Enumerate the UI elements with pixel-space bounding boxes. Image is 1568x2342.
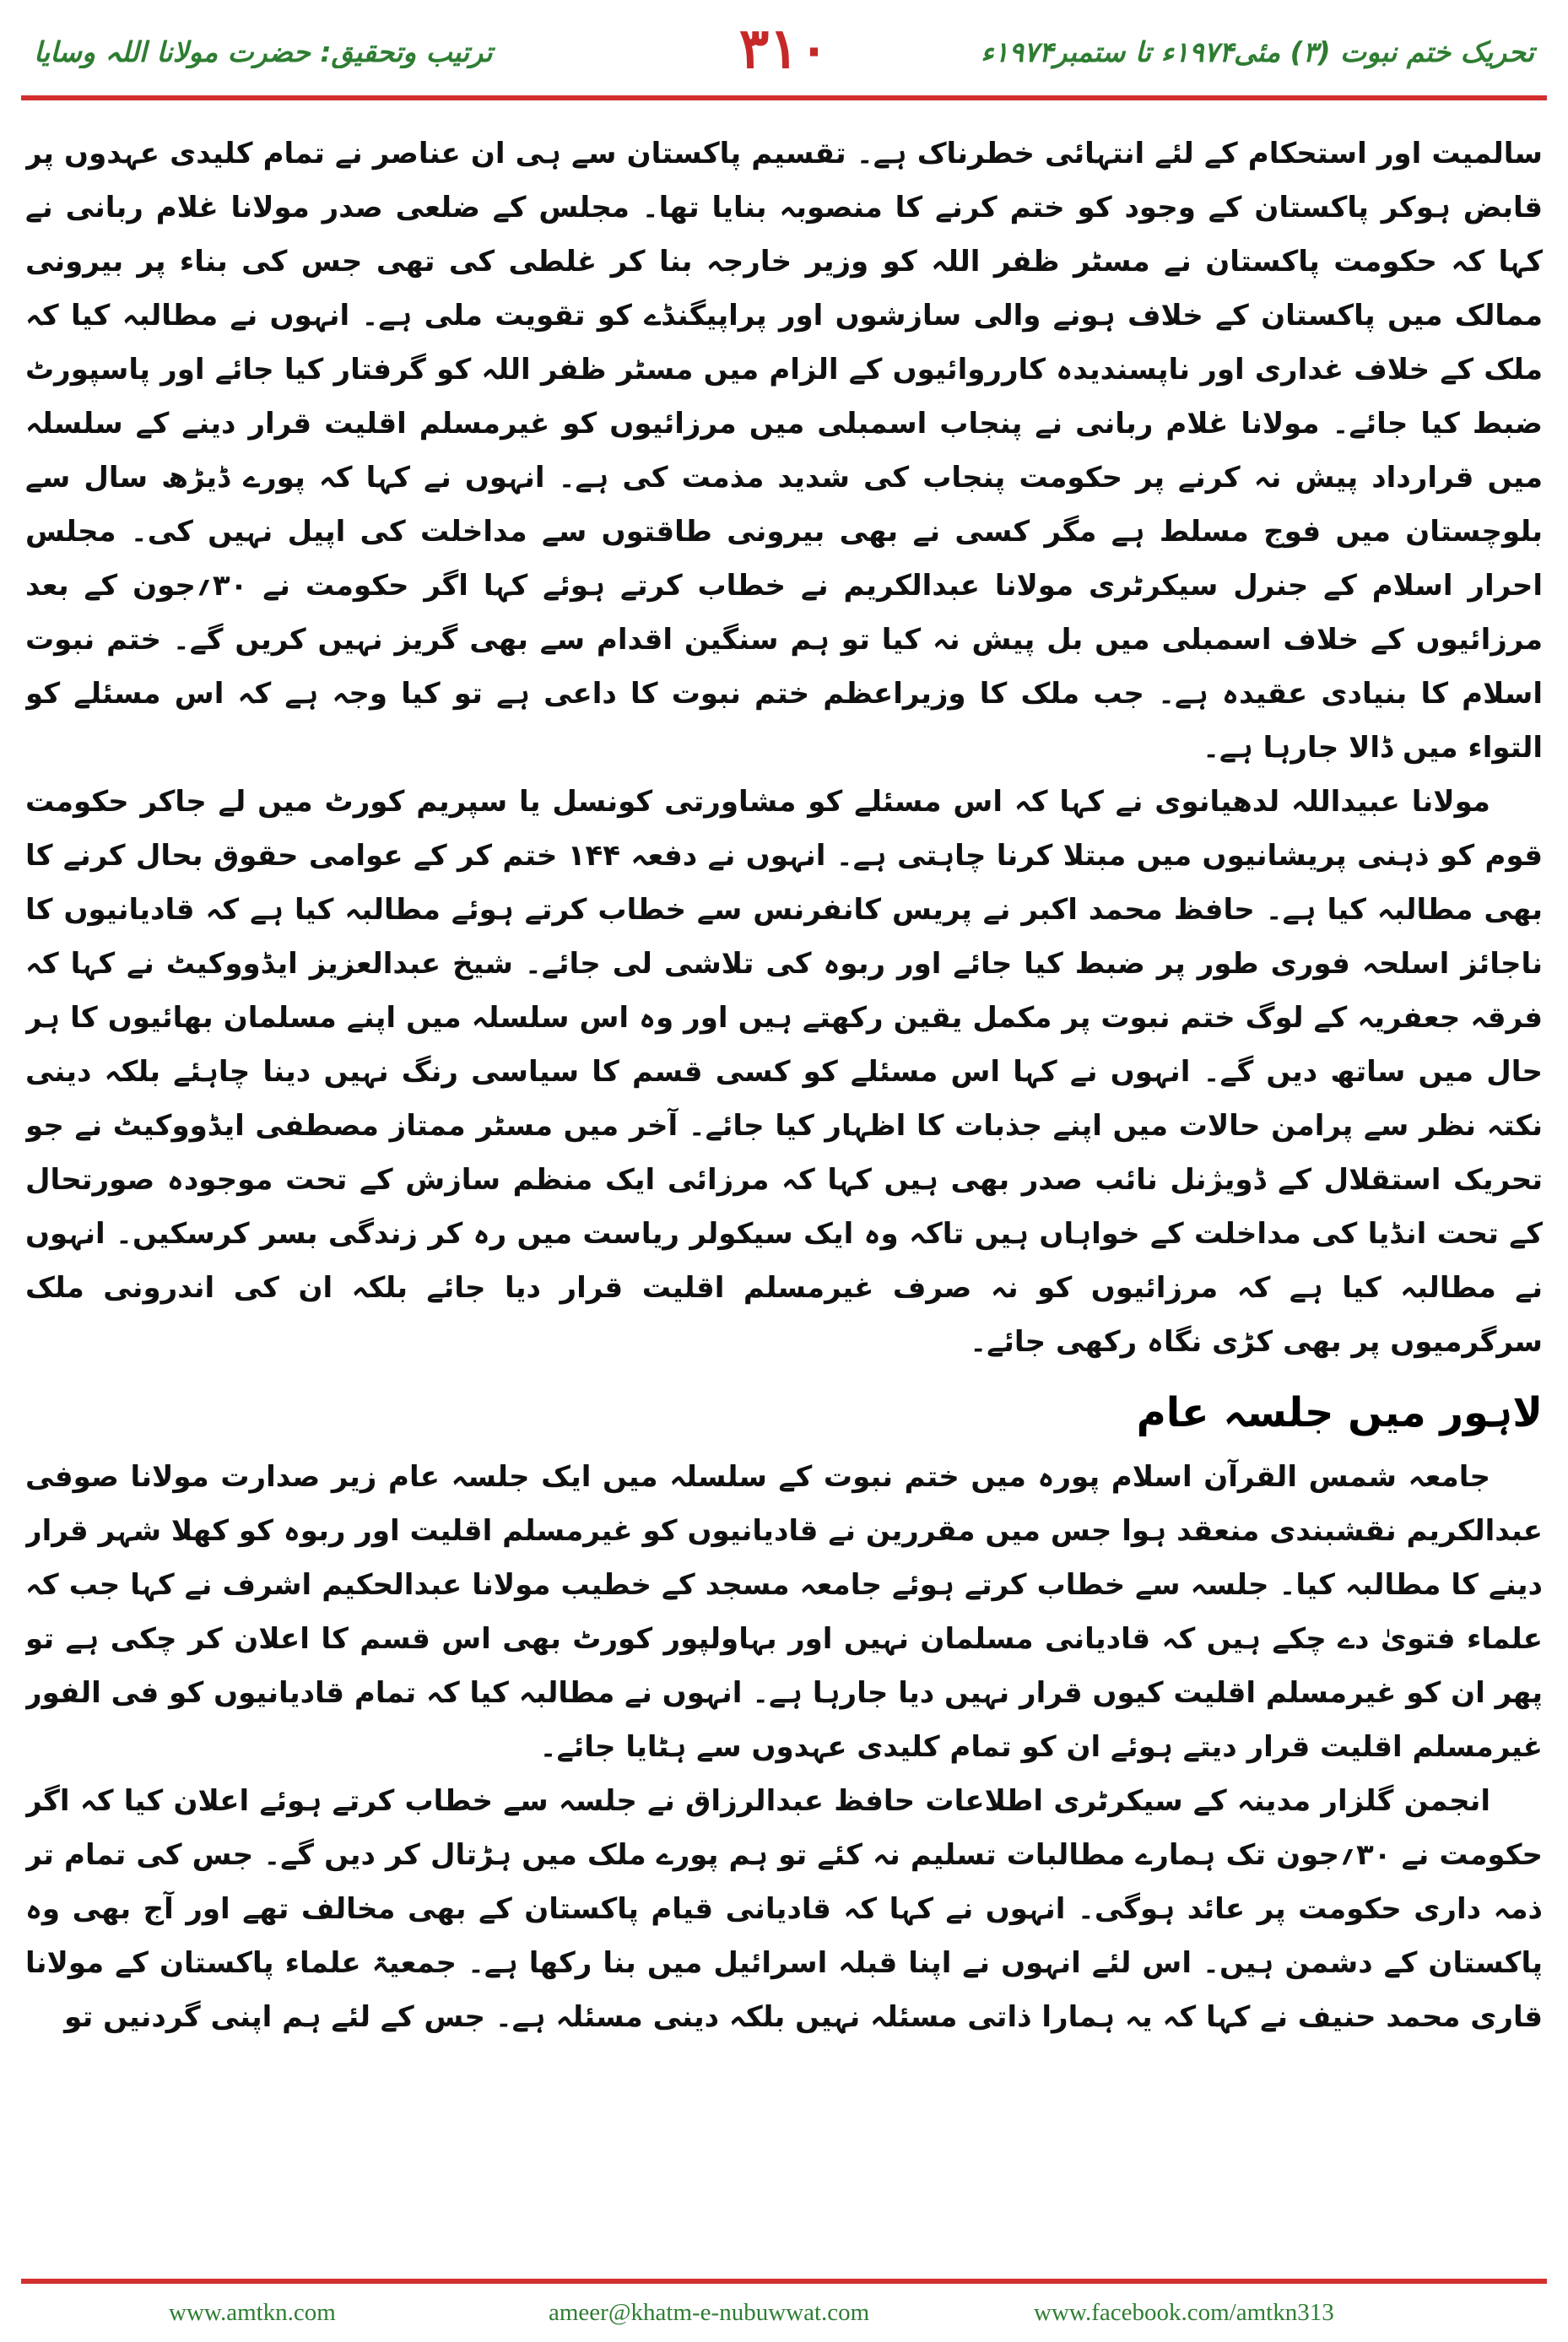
- facebook-link[interactable]: www.facebook.com/amtkn313: [1034, 2299, 1334, 2326]
- paragraph-3: جامعہ شمس القرآن اسلام پورہ میں ختم نبوت کے سلسلہ میں ایک جلسہ عام زیر صدارت مولانا صوفی عبدالکریم نقشبندی منعقد ہوا جس میں مقررین نے قادیانیوں کو غیرمسلم اقلیت اور ربوہ کو کھلا شہر قرار دینے کا مطالبہ کیا۔ جلسہ سے خطاب کرتے ہوئے جامعہ مسجد کے خطیب مولانا عبدالحکیم اشرف نے کہا جب کہ علماء فتویٰ دے چکے ہیں کہ قادیانی مسلمان نہیں اور بہاولپور کورٹ بھی اس قسم کا اعلان کر چکی ہے تو پھر ان کو غیرمسلم اقلیت کیوں قرار نہیں دیا جارہا ہے۔ انہوں نے مطالبہ کیا کہ تمام قادیانیوں کو فی الفور غیرمسلم اقلیت قرار دیتے ہوئے ان کو تمام کلیدی عہدوں سے ہٹایا جائے۔: [25, 1460, 1543, 1764]
- compiler-credit-text: ترتیب وتحقیق: حضرت مولانا اللہ وسایا: [34, 35, 493, 68]
- header-divider: [21, 95, 1547, 100]
- page-header: [0, 0, 1568, 127]
- section-heading: لاہور میں جلسہ عام: [1136, 1389, 1543, 1436]
- compiler-credit: [34, 35, 608, 68]
- paragraph-2: مولانا عبیداللہ لدھیانوی نے کہا کہ اس مسئلے کو مشاورتی کونسل یا سپریم کورٹ میں لے جاکر حکومت قوم کو ذہنی پریشانیوں میں مبتلا کرنا چاہتی ہے۔ انہوں نے دفعہ ۱۴۴ ختم کر کے عوامی حقوق بحال کرنے کا بھی مطالبہ کیا ہے۔ حافظ محمد اکبر نے پریس کانفرنس سے خطاب کرتے ہوئے مطالبہ کیا ہے کہ قادیانیوں کا ناجائز اسلحہ فوری طور پر ضبط کیا جائے اور ربوہ کی تلاشی لی جائے۔ شیخ عبدالعزیز ایڈووکیٹ نے کہا کہ فرقہ جعفریہ کے لوگ ختم نبوت پر مکمل یقین رکھتے ہیں اور وہ اس سلسلہ میں اپنے مسلمان بھائیوں کا ہر حال میں ساتھ دیں گے۔ انہوں نے کہا اس مسئلے کو کسی قسم کا سیاسی رنگ نہیں دینا چاہئے بلکہ دینی نکتہ نظر سے پرامن حالات میں اپنے جذبات کا اظہار کیا جائے۔ آخر میں مسٹر ممتاز مصطفی ایڈووکیٹ نے جو تحریک استقلال کے ڈویژنل نائب صدر بھی ہیں کہا کہ مرزائی ایک منظم سازش کے تحت موجودہ صورتحال کے تحت انڈیا کی مداخلت کے خواہاں ہیں تاکہ وہ ایک سیکولر ریاست میں رہ کر زندگی بسر کرسکیں۔ انہوں نے مطالبہ کیا ہے کہ مرزائیوں کو نہ صرف غیرمسلم اقلیت قرار دیا جائے بلکہ ان کی اندرونی ملک سرگرمیوں پر بھی کڑی نگاہ رکھی جائے۔: [25, 785, 1543, 1359]
- paragraph-1: سالمیت اور استحکام کے لئے انتہائی خطرناک ہے۔ تقسیم پاکستان سے ہی ان عناصر نے تمام کلیدی عہدوں پر قابض ہوکر پاکستان کے وجود کو ختم کرنے کا منصوبہ بنایا تھا۔ مجلس کے ضلعی صدر مولانا غلام ربانی نے کہا کہ حکومت پاکستان نے مسٹر ظفر اللہ کو وزیر خارجہ بنا کر غلطی کی تھی جس کی بناء پر بیرونی ممالک میں پاکستان کے خلاف ہونے والی سازشوں اور پراپیگنڈے کو تقویت ملی ہے۔ انہوں نے مطالبہ کیا کہ ملک کے خلاف غداری اور ناپسندیدہ کارروائیوں کے الزام میں مسٹر ظفر اللہ کو گرفتار کیا جائے اور پاسپورٹ ضبط کیا جائے۔ مولانا غلام ربانی نے پنجاب اسمبلی میں مرزائیوں کو غیرمسلم اقلیت قرار دینے کے سلسلہ میں قرارداد پیش نہ کرنے پر حکومت پنجاب کی شدید مذمت کی ہے۔ انہوں نے کہا کہ پورے ڈیڑھ سال سے بلوچستان میں فوج مسلط ہے مگر کسی نے بھی بیرونی طاقتوں سے مداخلت کی اپیل نہیں کی۔ مجلس احرار اسلام کے جنرل سیکرٹری مولانا عبدالکریم نے خطاب کرتے ہوئے کہا اگر حکومت نے ۳۰؍جون کے بعد مرزائیوں کے خلاف اسمبلی میں بل پیش نہ کیا تو ہم سنگین اقدام سے بھی گریز نہیں کریں گے۔ ختم نبوت اسلام کا بنیادی عقیدہ ہے۔ جب ملک کا وزیراعظم ختم نبوت کا داعی ہے تو کیا وجہ ہے کہ اس مسئلے کو التواء میں ڈالا جارہا ہے۔: [25, 137, 1543, 765]
- page-number: ۳۱۰: [738, 15, 830, 81]
- series-title: تحریک ختم نبوت (۳) مئی۱۹۷۴ء تا ستمبر۱۹۷۴ء: [981, 35, 1534, 68]
- email-link[interactable]: ameer@khatm-e-nubuwwat.com: [549, 2299, 870, 2326]
- paragraph-4: انجمن گلزار مدینہ کے سیکرٹری اطلاعات حافظ عبدالرزاق نے جلسہ سے خطاب کرتے ہوئے اعلان کیا کہ اگر حکومت نے ۳۰؍جون تک ہمارے مطالبات تسلیم نہ کئے تو ہم پورے ملک میں ہڑتال کر دیں گے۔ جس کی تمام تر ذمہ داری حکومت پر عائد ہوگی۔ انہوں نے کہا کہ قادیانی قیام پاکستان کے بھی مخالف تھے اور آج بھی وہ پاکستان کے دشمن ہیں۔ اس لئے انہوں نے اپنا قبلہ اسرائیل میں بنا رکھا ہے۔ جمعیۃ علماء پاکستان کے مولانا قاری محمد حنیف نے کہا کہ یہ ہمارا ذاتی مسئلہ نہیں بلکہ دینی مسئلہ ہے۔ جس کے لئے ہم اپنی گردنیں تو: [25, 1784, 1543, 2034]
- website-link[interactable]: www.amtkn.com: [169, 2299, 336, 2326]
- page-footer: [0, 2279, 1568, 2342]
- page-body: [25, 127, 1543, 2279]
- footer-divider: [21, 2279, 1547, 2284]
